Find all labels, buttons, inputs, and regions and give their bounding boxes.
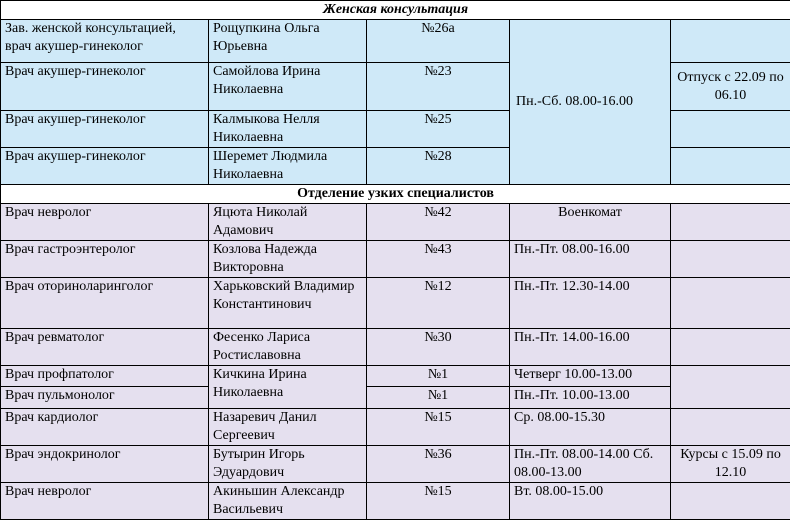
hours-cell: Пн.-Пт. 14.00-16.00 [510, 329, 671, 366]
room-cell: №15 [367, 409, 510, 446]
position-cell: Врач пульмонолог [1, 387, 209, 409]
name-cell: Акиньшин Александр Васильевич [209, 483, 367, 520]
room-cell: №30 [367, 329, 510, 366]
note-cell [671, 111, 790, 148]
room-cell: №36 [367, 446, 510, 483]
hours-cell: Пн.-Пт. 08.00-16.00 [510, 241, 671, 278]
room-cell: №15 [367, 483, 510, 520]
note-cell: Курсы с 15.09 по 12.10 [671, 446, 790, 483]
section-title: Женская консультация [1, 1, 790, 20]
section-title: Отделение узких специалистов [1, 185, 790, 204]
position-cell: Врач акушер-гинеколог [1, 148, 209, 185]
room-cell: №26а [367, 20, 510, 63]
note-cell [671, 20, 790, 63]
position-cell: Врач оториноларинголог [1, 278, 209, 329]
hours-cell: Пн.-Пт. 12.30-14.00 [510, 278, 671, 329]
position-cell: Врач акушер-гинеколог [1, 63, 209, 111]
note-cell [671, 329, 790, 366]
hours-cell: Пн.-Сб. 08.00-16.00 [510, 20, 671, 185]
position-cell: Врач акушер-гинеколог [1, 111, 209, 148]
name-cell: Самойлова Ирина Николаевна [209, 63, 367, 111]
note-cell [671, 483, 790, 520]
note-cell [671, 366, 790, 409]
room-cell: №1 [367, 387, 510, 409]
note-cell [671, 204, 790, 241]
hours-cell: Пн.-Пт. 10.00-13.00 [510, 387, 671, 409]
name-cell: Калмыкова Нелля Николаевна [209, 111, 367, 148]
name-cell: Харьковский Владимир Константинович [209, 278, 367, 329]
note-cell [671, 148, 790, 185]
position-cell: Врач кардиолог [1, 409, 209, 446]
position-cell: Врач гастроэнтеролог [1, 241, 209, 278]
name-cell: Назаревич Данил Сергеевич [209, 409, 367, 446]
name-cell: Фесенко Лариса Ростиславовна [209, 329, 367, 366]
position-cell: Врач профпатолог [1, 366, 209, 387]
room-cell: №1 [367, 366, 510, 387]
position-cell: Врач невролог [1, 483, 209, 520]
hours-cell: Вт. 08.00-15.00 [510, 483, 671, 520]
room-cell: №12 [367, 278, 510, 329]
name-cell: Кичкина Ирина Николаевна [209, 366, 367, 409]
name-cell: Рощупкина Ольга Юрьевна [209, 20, 367, 63]
room-cell: №28 [367, 148, 510, 185]
hours-cell: Пн.-Пт. 08.00-14.00 Сб. 08.00-13.00 [510, 446, 671, 483]
room-cell: №25 [367, 111, 510, 148]
note-cell [671, 278, 790, 329]
note-cell: Отпуск с 22.09 по 06.10 [671, 63, 790, 111]
name-cell: Козлова Надежда Викторовна [209, 241, 367, 278]
note-cell [671, 409, 790, 446]
name-cell: Шеремет Людмила Николаевна [209, 148, 367, 185]
room-cell: №43 [367, 241, 510, 278]
position-cell: Зав. женской консультацией, врач акушер-гинеколог [1, 20, 209, 63]
room-cell: №23 [367, 63, 510, 111]
name-cell: Яцюта Николай Адамович [209, 204, 367, 241]
position-cell: Врач ревматолог [1, 329, 209, 366]
hours-cell: Четверг 10.00-13.00 [510, 366, 671, 387]
hours-cell: Ср. 08.00-15.30 [510, 409, 671, 446]
room-cell: №42 [367, 204, 510, 241]
position-cell: Врач эндокринолог [1, 446, 209, 483]
hours-cell: Военкомат [510, 204, 671, 241]
note-cell [671, 241, 790, 278]
name-cell: Бутырин Игорь Эдуардович [209, 446, 367, 483]
position-cell: Врач невролог [1, 204, 209, 241]
